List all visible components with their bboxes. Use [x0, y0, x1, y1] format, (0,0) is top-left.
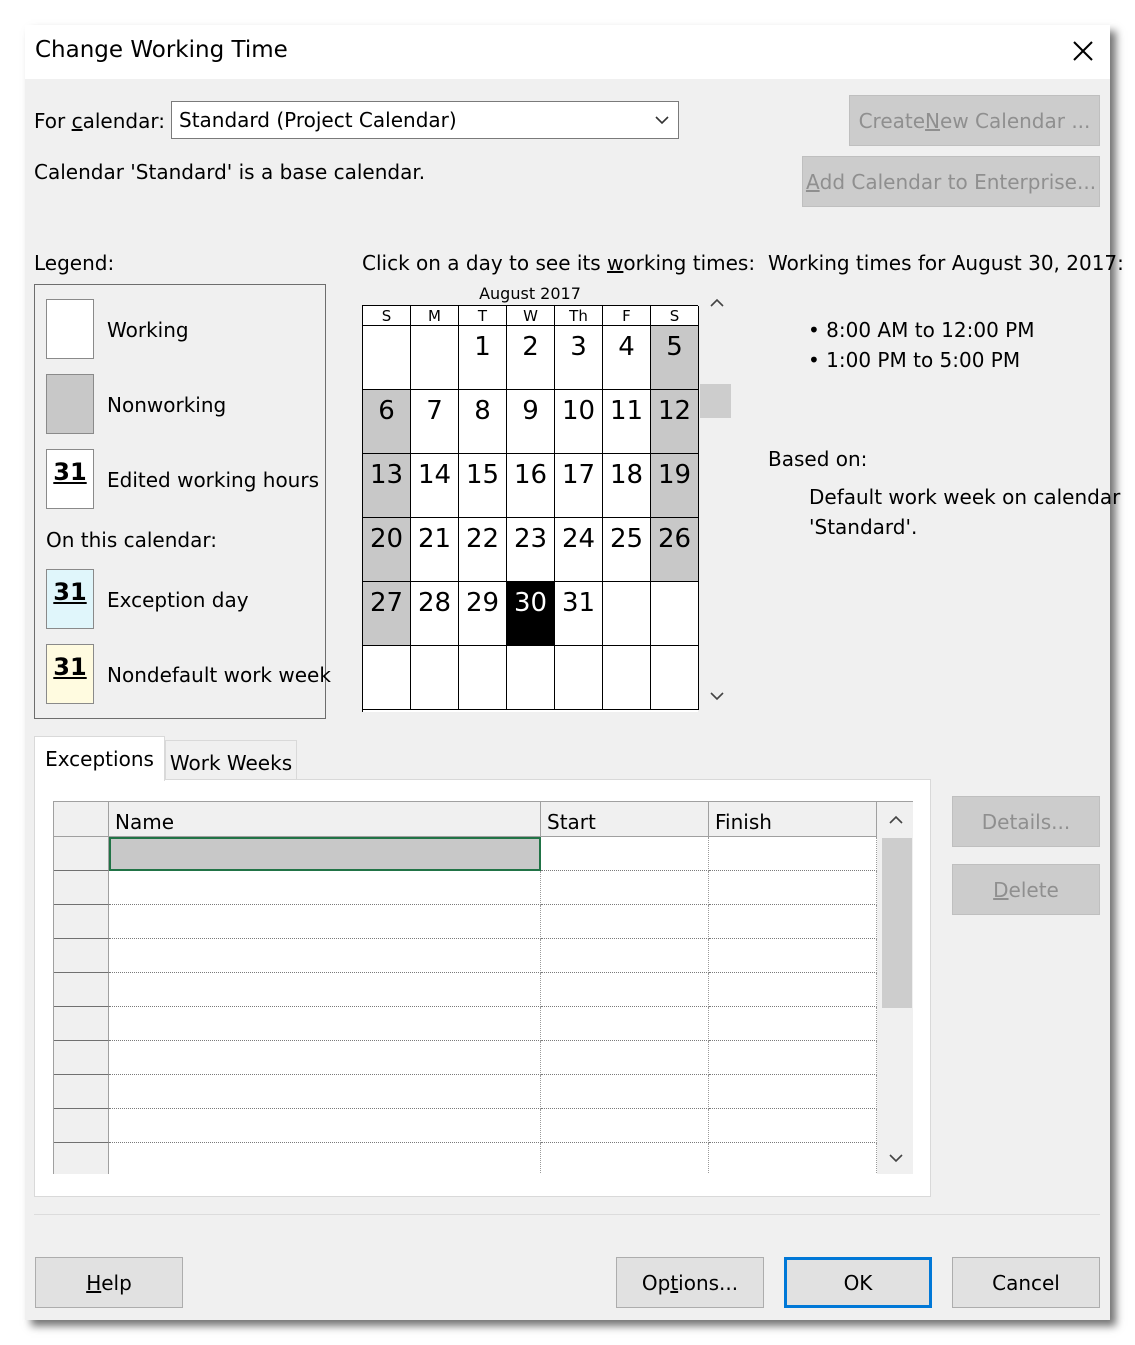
based-on-label: Based on: [768, 447, 868, 471]
tab-work-weeks[interactable]: Work Weeks [165, 740, 297, 780]
calendar-empty-cell [411, 326, 459, 390]
details-button[interactable]: Details... [952, 796, 1100, 847]
table-corner [54, 802, 109, 837]
table-cell[interactable] [541, 1007, 709, 1041]
table-cell[interactable] [109, 939, 541, 973]
calendar-empty-cell [651, 582, 699, 646]
dialog-title: Change Working Time [35, 37, 288, 63]
table-scrollbar[interactable] [877, 802, 913, 1174]
calendar-day[interactable]: 27 [363, 582, 411, 646]
calendar-day[interactable]: 28 [411, 582, 459, 646]
table-cell[interactable] [541, 939, 709, 973]
ok-button[interactable]: OK [784, 1257, 932, 1308]
exceptions-table [53, 801, 913, 1174]
table-cell[interactable] [109, 905, 541, 939]
table-cell[interactable] [109, 1109, 541, 1143]
calendar-empty-cell [363, 326, 411, 390]
column-header-name[interactable]: Name [109, 802, 541, 837]
row-header[interactable] [54, 871, 109, 905]
table-cell[interactable] [541, 1143, 709, 1174]
cancel-button[interactable]: Cancel [952, 1257, 1100, 1308]
tab-panel-exceptions [34, 779, 931, 1197]
calendar-day[interactable]: 22 [459, 518, 507, 582]
calendar-day[interactable]: 6 [363, 390, 411, 454]
calendar-day[interactable]: 17 [555, 454, 603, 518]
table-cell[interactable] [709, 1007, 877, 1041]
calendar-empty-cell [651, 646, 699, 710]
legend-title: Legend: [34, 251, 115, 275]
options-button[interactable]: Op t ions... [616, 1257, 764, 1308]
calendar-day[interactable]: 12 [651, 390, 699, 454]
calendar-day[interactable]: 20 [363, 518, 411, 582]
calendar-day[interactable]: 4 [603, 326, 651, 390]
table-cell[interactable] [109, 837, 541, 871]
table-cell[interactable] [541, 1075, 709, 1109]
row-header[interactable] [54, 1143, 109, 1174]
delete-button[interactable]: D elete [952, 864, 1100, 915]
working-time-item: • 8:00 AM to 12:00 PM [808, 318, 1035, 342]
nondefault-week-swatch: 31 [46, 644, 94, 704]
calendar-day[interactable]: 16 [507, 454, 555, 518]
calendar-day[interactable]: 25 [603, 518, 651, 582]
tab-exceptions[interactable]: Exceptions [34, 736, 165, 781]
row-header[interactable] [54, 973, 109, 1007]
calendar-select-value: Standard (Project Calendar) [179, 108, 457, 132]
calendar-day[interactable]: 9 [507, 390, 555, 454]
calendar-scroll-thumb[interactable] [700, 384, 731, 418]
table-cell[interactable] [709, 837, 877, 871]
for-calendar-label: For calendar: [34, 109, 165, 133]
row-header[interactable] [54, 1109, 109, 1143]
working-swatch [46, 299, 94, 359]
calendar-day[interactable]: 8 [459, 390, 507, 454]
chevron-down-icon [654, 114, 670, 126]
calendar-empty-cell [459, 646, 507, 710]
legend-working-label: Working [107, 318, 189, 342]
create-new-calendar-button[interactable]: Create N ew Calendar ... [849, 95, 1100, 146]
calendar-day[interactable]: 14 [411, 454, 459, 518]
calendar-day[interactable]: 23 [507, 518, 555, 582]
row-header[interactable] [54, 905, 109, 939]
calendar-day[interactable]: 2 [507, 326, 555, 390]
weekday-header: S [651, 306, 699, 326]
table-cell[interactable] [709, 1075, 877, 1109]
legend-box [34, 284, 331, 719]
on-this-calendar-label: On this calendar: [46, 528, 217, 552]
calendar-scroll-up[interactable] [705, 291, 729, 315]
calendar-instruction: Click on a day to see its working times: [362, 251, 756, 275]
legend-nonworking-label: Nonworking [107, 393, 227, 417]
row-header[interactable] [54, 1007, 109, 1041]
table-cell[interactable] [709, 905, 877, 939]
nonworking-swatch [46, 374, 94, 434]
calendar-empty-cell [603, 646, 651, 710]
weekday-header: F [603, 306, 651, 326]
calendar-day[interactable]: 7 [411, 390, 459, 454]
table-cell[interactable] [109, 973, 541, 1007]
calendar-day[interactable]: 11 [603, 390, 651, 454]
table-cell[interactable] [709, 871, 877, 905]
calendar-day[interactable]: 18 [603, 454, 651, 518]
table-cell[interactable] [541, 837, 709, 871]
working-time-item: • 1:00 PM to 5:00 PM [808, 348, 1021, 372]
table-scroll-thumb[interactable] [882, 838, 912, 1008]
row-header[interactable] [54, 1041, 109, 1075]
legend-nondefault-label: Nondefault work week [107, 663, 331, 687]
calendar-day[interactable]: 30 [507, 582, 555, 646]
based-on-text-line2: 'Standard'. [809, 515, 918, 539]
weekday-header: T [459, 306, 507, 326]
calendar-empty-cell [507, 646, 555, 710]
calendar-day[interactable]: 19 [651, 454, 699, 518]
weekday-header: Th [555, 306, 603, 326]
calendar-empty-cell [411, 646, 459, 710]
calendar-day[interactable]: 1 [459, 326, 507, 390]
calendar-day[interactable]: 31 [555, 582, 603, 646]
table-cell[interactable] [109, 1041, 541, 1075]
close-icon [1065, 33, 1101, 69]
calendar-day[interactable]: 24 [555, 518, 603, 582]
close-button[interactable] [1065, 33, 1101, 69]
help-button[interactable]: H elp [35, 1257, 183, 1308]
title-bar [25, 25, 1110, 79]
table-cell[interactable] [709, 973, 877, 1007]
row-header[interactable] [54, 1075, 109, 1109]
calendar-empty-cell [363, 646, 411, 710]
row-header[interactable] [54, 939, 109, 973]
working-times-title: Working times for August 30, 2017: [768, 251, 1124, 275]
footer-divider [34, 1214, 1100, 1215]
edited-hours-swatch: 31 [46, 449, 94, 509]
weekday-header: W [507, 306, 555, 326]
calendar-empty-cell [555, 646, 603, 710]
table-cell[interactable] [709, 1143, 877, 1174]
column-header-finish[interactable]: Finish [709, 802, 877, 837]
column-header-start[interactable]: Start [541, 802, 709, 837]
table-cell[interactable] [109, 1075, 541, 1109]
row-header[interactable] [54, 837, 109, 871]
add-calendar-to-enterprise-button[interactable]: A dd Calendar to Enterprise... [802, 156, 1100, 207]
table-cell[interactable] [109, 1143, 541, 1174]
chevron-up-icon [705, 291, 729, 315]
calendar-day[interactable]: 26 [651, 518, 699, 582]
table-cell[interactable] [109, 871, 541, 905]
table-cell[interactable] [109, 1007, 541, 1041]
chevron-up-icon [884, 810, 908, 830]
chevron-down-icon [705, 684, 729, 708]
calendar-scroll-down[interactable] [705, 684, 729, 708]
legend-edited-label: Edited working hours [107, 468, 320, 492]
table-cell[interactable] [541, 1041, 709, 1075]
calendar-select[interactable] [171, 101, 679, 139]
calendar-day[interactable]: 10 [555, 390, 603, 454]
calendar-day[interactable]: 5 [651, 326, 699, 390]
base-calendar-note: Calendar 'Standard' is a base calendar. [34, 160, 426, 184]
weekday-header: M [411, 306, 459, 326]
table-cell[interactable] [709, 1109, 877, 1143]
calendar-grid [362, 305, 698, 712]
calendar-day[interactable]: 15 [459, 454, 507, 518]
change-working-time-dialog [25, 25, 1124, 1320]
calendar-month-title: August 2017 [479, 284, 581, 303]
based-on-text-line1: Default work week on calendar [809, 485, 1121, 509]
calendar-day[interactable]: 13 [363, 454, 411, 518]
calendar-day[interactable]: 29 [459, 582, 507, 646]
chevron-down-icon [884, 1148, 908, 1168]
legend-exception-label: Exception day [107, 588, 249, 612]
table-cell[interactable] [541, 973, 709, 1007]
table-cell[interactable] [541, 871, 709, 905]
exception-day-swatch: 31 [46, 569, 94, 629]
calendar-day[interactable]: 3 [555, 326, 603, 390]
table-cell[interactable] [709, 1041, 877, 1075]
calendar-empty-cell [603, 582, 651, 646]
table-cell[interactable] [709, 939, 877, 973]
table-cell[interactable] [541, 905, 709, 939]
weekday-header: S [363, 306, 411, 326]
calendar-day[interactable]: 21 [411, 518, 459, 582]
table-cell[interactable] [541, 1109, 709, 1143]
